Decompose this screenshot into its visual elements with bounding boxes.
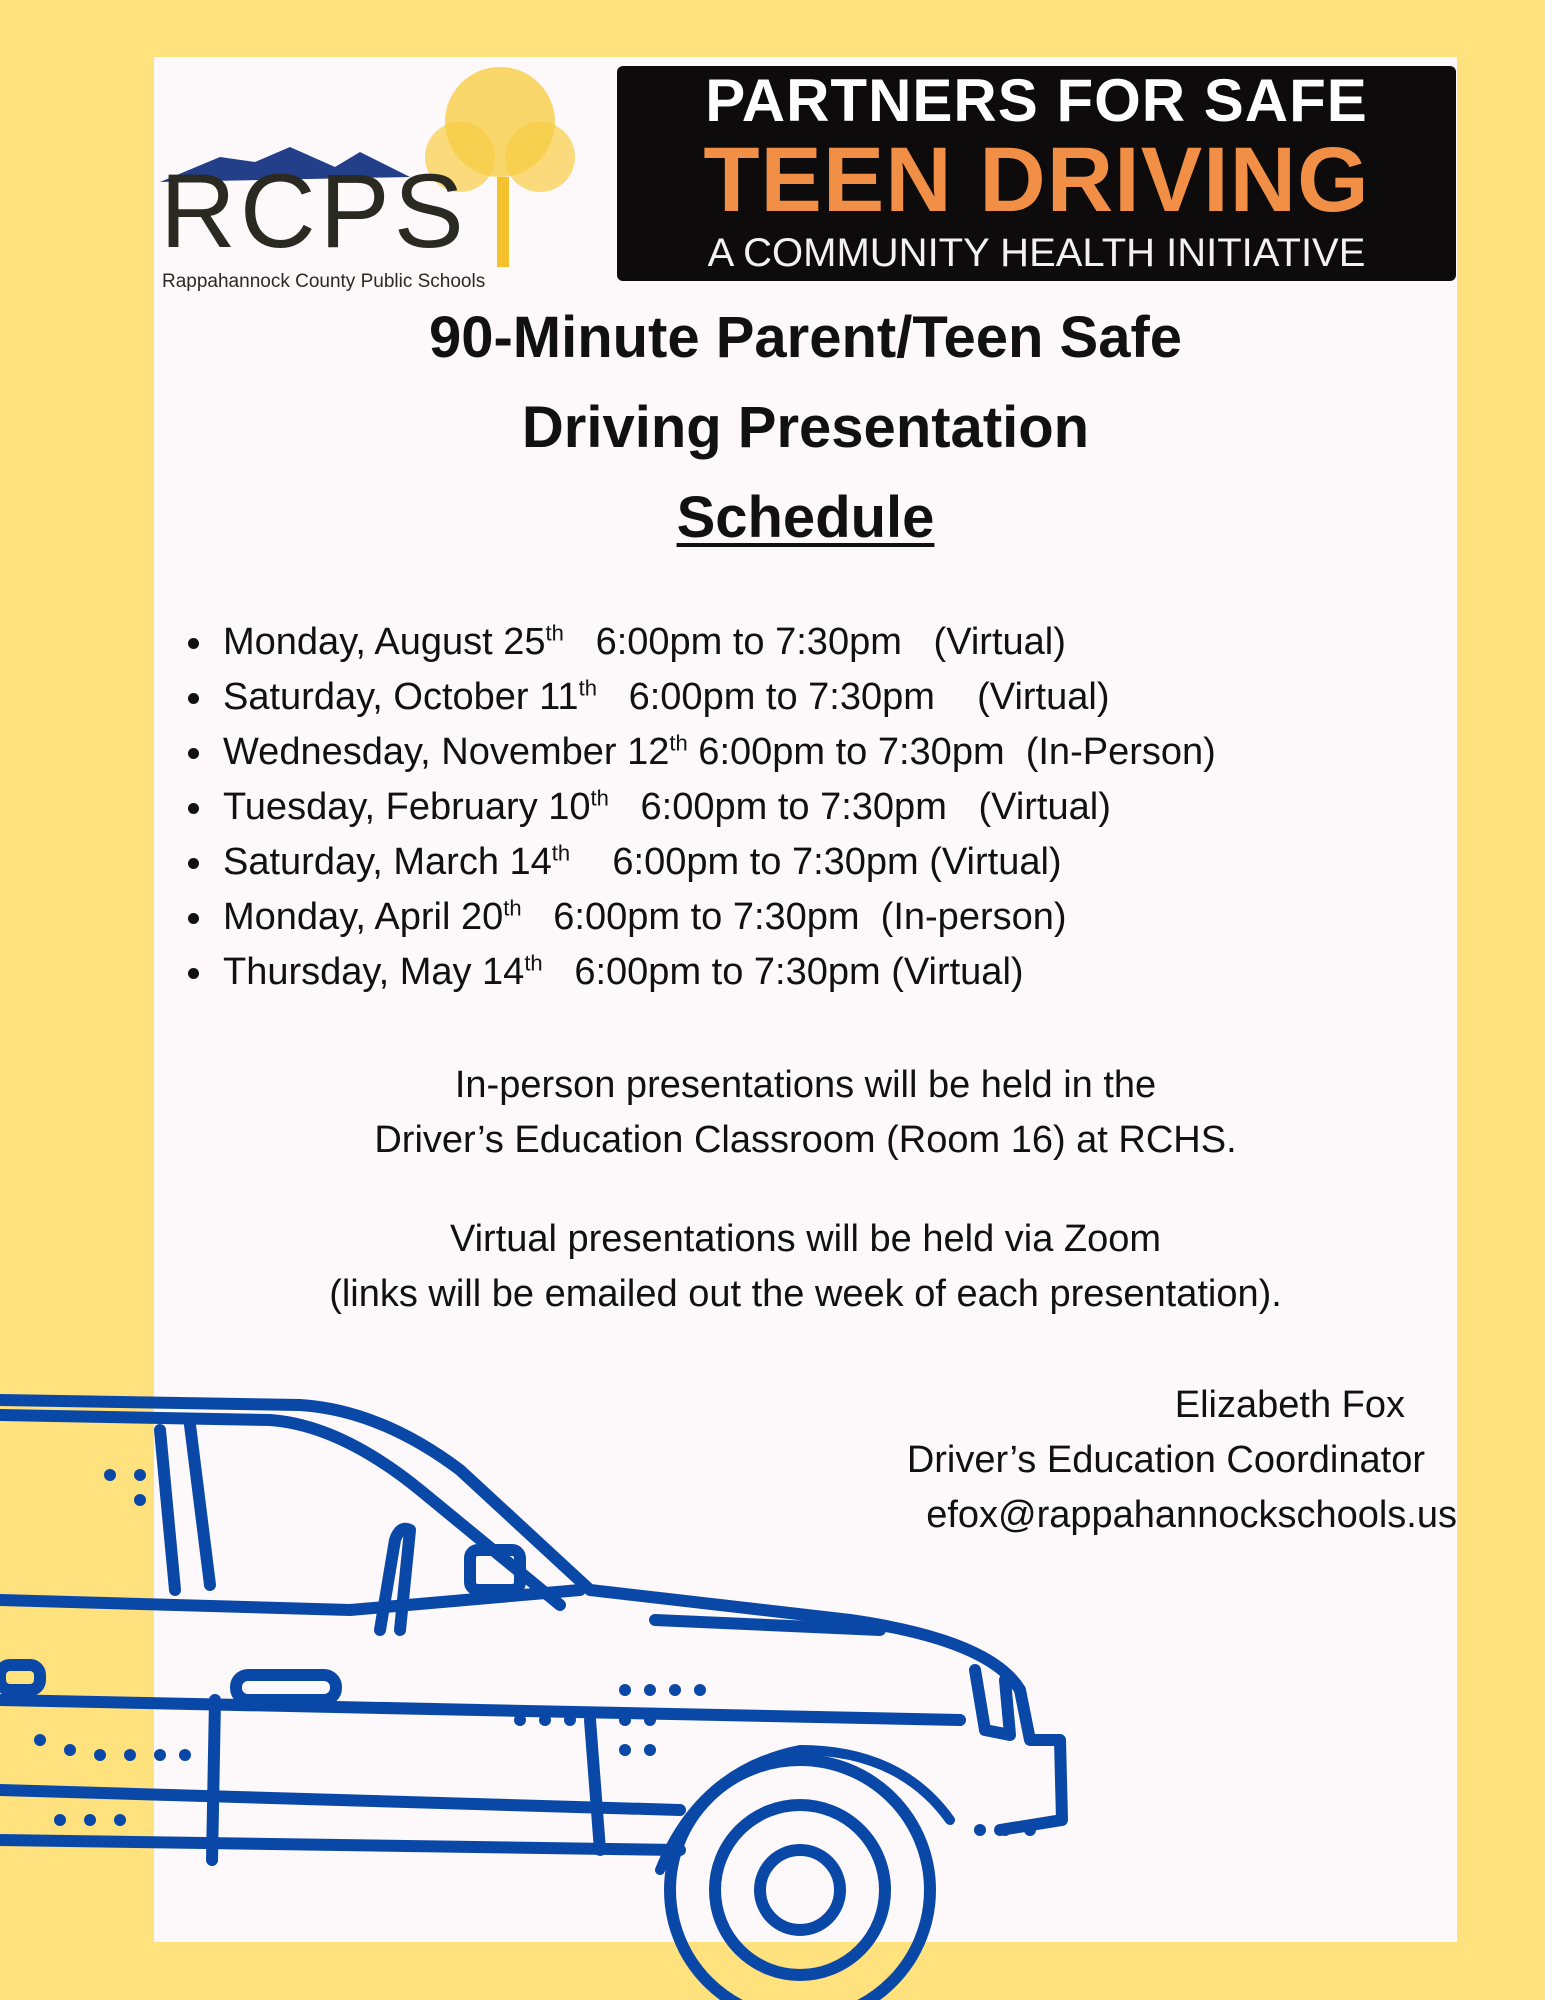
date-suffix: th xyxy=(524,950,543,976)
schedule-item xyxy=(188,890,1216,945)
date-suffix: th xyxy=(551,840,571,866)
schedule-item xyxy=(188,615,1216,670)
virtual-note-1: Virtual presentations will be held via Zoom xyxy=(449,1218,1162,1260)
car-illustration-icon xyxy=(0,1390,1080,2000)
schedule-list xyxy=(188,615,1216,1000)
title-line2: Driving Presentation xyxy=(521,395,1090,460)
banner-line3: A COMMUNITY HEALTH INITIATIVE xyxy=(707,231,1366,275)
schedule-heading-text: Schedule xyxy=(676,485,935,550)
schedule-date: Tuesday, February 10 xyxy=(223,786,591,828)
banner-line1: PARTNERS FOR SAFE xyxy=(705,67,1368,134)
schedule-item xyxy=(188,835,1216,890)
rcps-logo xyxy=(160,57,580,302)
signature-name: Elizabeth Fox xyxy=(1174,1384,1405,1426)
schedule-time: 6:00pm to 7:30pm (Virtual) xyxy=(570,841,1062,883)
schedule-date: Wednesday, November 12 xyxy=(223,731,670,773)
date-suffix: th xyxy=(503,895,522,921)
rcps-subtitle: Rappahannock County Public Schools xyxy=(162,271,486,292)
date-suffix: th xyxy=(545,620,564,646)
schedule-time: 6:00pm to 7:30pm (In-person) xyxy=(521,896,1067,938)
schedule-time: 6:00pm to 7:30pm (Virtual) xyxy=(596,676,1110,718)
schedule-date: Thursday, May 14 xyxy=(223,951,525,993)
schedule-heading xyxy=(154,486,1457,550)
schedule-item xyxy=(188,670,1216,725)
schedule-item xyxy=(188,945,1216,1000)
rcps-letters: RCPS xyxy=(160,153,468,270)
inperson-note-1: In-person presentations will be held in the xyxy=(454,1064,1157,1106)
schedule-time: 6:00pm to 7:30pm (Virtual) xyxy=(608,786,1111,828)
date-suffix: th xyxy=(669,730,688,756)
schedule-item xyxy=(188,725,1216,780)
virtual-note-2: (links will be emailed out the week of each presentation). xyxy=(329,1273,1282,1315)
schedule-date: Saturday, March 14 xyxy=(223,841,552,883)
schedule-time: 6:00pm to 7:30pm (In-Person) xyxy=(687,731,1216,773)
title-line1: 90-Minute Parent/Teen Safe xyxy=(428,305,1183,370)
schedule-item xyxy=(188,780,1216,835)
date-suffix: th xyxy=(590,785,609,811)
schedule-date: Saturday, October 11 xyxy=(223,676,579,718)
banner-line2: TEEN DRIVING xyxy=(703,129,1370,231)
schedule-time: 6:00pm to 7:30pm (Virtual) xyxy=(563,621,1066,663)
schedule-date: Monday, April 20 xyxy=(223,896,504,938)
schedule-date: Monday, August 25 xyxy=(223,621,546,663)
date-suffix: th xyxy=(578,675,597,701)
inperson-note-2: Driver’s Education Classroom (Room 16) at RCHS. xyxy=(374,1119,1237,1161)
signature-role: Driver’s Education Coordinator xyxy=(906,1439,1425,1481)
schedule-time: 6:00pm to 7:30pm (Virtual) xyxy=(542,951,1024,993)
partners-banner xyxy=(617,66,1456,281)
signature-email[interactable]: efox@rappahannockschools.us xyxy=(926,1494,1457,1536)
